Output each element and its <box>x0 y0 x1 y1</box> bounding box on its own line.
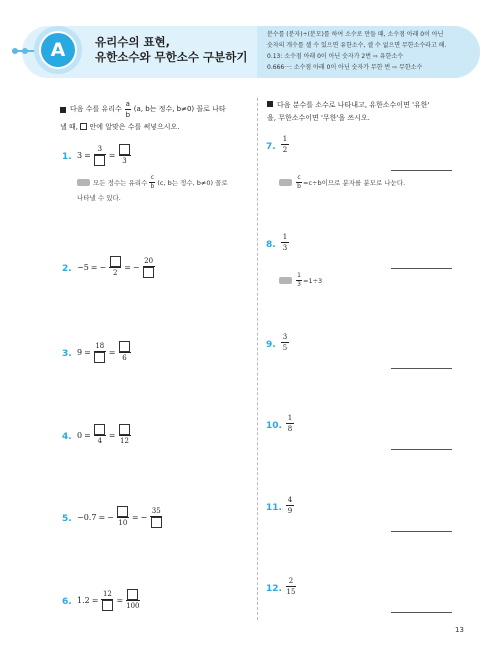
frac-denominator: b <box>125 111 131 119</box>
question-number: 1. <box>62 152 72 162</box>
question-fraction <box>284 413 296 434</box>
frac-numerator <box>119 144 130 155</box>
question-fraction <box>279 232 291 253</box>
hint-text: =1÷3 <box>303 276 323 285</box>
frac-numerator <box>94 424 105 435</box>
fraction <box>94 144 106 166</box>
frac-numerator: 18 <box>95 342 105 350</box>
instruction-text: 안에 알맞은 수를 써넣으시오. <box>89 123 180 131</box>
expr-equals: = <box>108 150 116 160</box>
frac-numerator: 3 <box>282 333 288 341</box>
section-badge: A <box>41 33 75 67</box>
fraction <box>94 424 106 446</box>
answer-line[interactable] <box>391 268 452 269</box>
frac-denominator <box>94 352 105 363</box>
frac-numerator <box>119 341 130 352</box>
frac-numerator: 12 <box>102 590 112 598</box>
frac-numerator: 1 <box>287 414 293 422</box>
frac-numerator: 3 <box>97 145 103 153</box>
answer-box[interactable] <box>94 155 105 166</box>
expr-term: −5 <box>77 262 89 272</box>
concept-note-panel <box>257 26 480 78</box>
answer-line[interactable] <box>391 612 452 613</box>
frac-denominator: 6 <box>122 354 127 362</box>
question-number: 8. <box>266 240 276 250</box>
frac-numerator: c <box>150 174 155 181</box>
question-number: 12. <box>266 584 282 594</box>
instruction-text: 낼 때, <box>60 123 78 131</box>
answer-box[interactable] <box>127 589 138 600</box>
frac-denominator: 4 <box>97 437 103 445</box>
question-expression <box>76 589 142 611</box>
expr-equals: = <box>116 595 124 605</box>
expr-term: 3 <box>77 150 83 160</box>
frac-numerator: 2 <box>288 577 294 585</box>
frac-denominator: 3 <box>122 157 127 165</box>
hint-tag-icon <box>77 179 90 186</box>
frac-numerator: 1 <box>282 233 288 241</box>
question-fraction <box>279 332 291 353</box>
answer-box[interactable] <box>119 341 130 352</box>
hint-box <box>279 174 459 191</box>
right-instruction <box>267 99 467 125</box>
frac-numerator: 20 <box>144 257 154 265</box>
question-number: 6. <box>62 597 72 607</box>
question-number: 5. <box>62 514 72 524</box>
fraction <box>286 413 294 434</box>
concept-note-line: 0.13: 소수점 아래 0이 아닌 숫자가 2번 ⇨ 유한소수 <box>267 53 404 60</box>
section-title <box>95 35 247 65</box>
question-fraction <box>284 576 298 597</box>
hint-box <box>279 272 459 289</box>
hint-fraction <box>149 174 155 191</box>
header-dot <box>12 48 18 54</box>
frac-denominator: 3 <box>282 244 288 252</box>
concept-note-line: 숫자의 개수를 셀 수 있으면 유한소수, 셀 수 없으면 무한소수라고 해. <box>267 42 447 49</box>
answer-box[interactable] <box>119 144 130 155</box>
column-divider <box>257 98 258 620</box>
frac-denominator: 5 <box>282 344 288 352</box>
frac-denominator <box>151 517 162 528</box>
frac-denominator: 2 <box>112 269 118 277</box>
fraction <box>143 256 155 278</box>
concept-note-line: 0.666···: 소수점 아래 0이 아닌 숫자가 무한 번 ⇨ 무한소수 <box>267 64 423 71</box>
left-instruction <box>60 99 250 134</box>
frac-numerator: 1 <box>282 135 288 143</box>
hint-text: =c÷b이므로 분자를 분모로 나눈다. <box>303 178 406 187</box>
question-expression <box>76 506 164 528</box>
expr-equals: = <box>98 512 106 522</box>
frac-denominator: b <box>150 183 155 190</box>
question-number: 4. <box>62 432 72 442</box>
expr-equals: = <box>90 262 98 272</box>
question-expression <box>76 144 133 166</box>
frac-numerator <box>117 506 128 517</box>
hint-tag-icon <box>279 277 292 284</box>
question-number: 3. <box>62 349 72 359</box>
expr-term: 0 <box>77 430 83 440</box>
frac-denominator: 2 <box>282 146 288 154</box>
question-number: 7. <box>266 142 276 152</box>
fraction <box>101 589 113 611</box>
expr-minus: − <box>99 262 107 272</box>
hint-text: 모든 정수는 유리수 <box>93 178 148 187</box>
question-number: 11. <box>266 503 282 513</box>
expr-minus: − <box>132 262 140 272</box>
hint-text: 나타낼 수 있다. <box>77 194 121 202</box>
expr-equals: = <box>131 512 139 522</box>
page-number: 13 <box>455 626 464 634</box>
header-dot <box>22 48 28 54</box>
fraction <box>117 506 129 528</box>
instruction-text: (a, b는 정수, b≠0) 꼴로 나타 <box>133 105 226 113</box>
answer-box[interactable] <box>143 267 154 278</box>
section-title-line1: 유리수의 표현, <box>95 35 171 49</box>
answer-line[interactable] <box>391 531 452 532</box>
expr-term: −0.7 <box>77 512 97 522</box>
answer-box[interactable] <box>151 517 162 528</box>
instruction-text: 을, 무한소수이면 '무한'을 쓰시오. <box>267 114 370 122</box>
answer-line[interactable] <box>391 449 452 450</box>
frac-denominator: 8 <box>287 425 293 433</box>
fraction <box>286 576 296 597</box>
frac-numerator <box>127 589 138 600</box>
hint-box <box>77 174 252 205</box>
question-number: 9. <box>266 340 276 350</box>
hint-text: (c, b는 정수, b≠0) 꼴로 <box>157 178 228 187</box>
frac-numerator <box>110 256 121 267</box>
expr-term: 1.2 <box>77 595 90 605</box>
fraction <box>94 341 106 363</box>
question-expression <box>76 256 157 278</box>
frac-denominator <box>143 267 154 278</box>
answer-box[interactable] <box>117 506 128 517</box>
answer-box[interactable] <box>102 600 113 611</box>
frac-denominator <box>94 155 105 166</box>
fraction <box>119 144 131 166</box>
frac-numerator: 4 <box>287 496 293 504</box>
fraction <box>109 256 121 278</box>
answer-line[interactable] <box>391 368 452 369</box>
section-title-line2: 유한소수와 무한소수 구분하기 <box>95 50 248 64</box>
expr-equals: = <box>84 430 91 440</box>
expr-equals: = <box>124 262 131 272</box>
fraction <box>281 332 289 353</box>
frac-denominator: 9 <box>287 507 293 515</box>
fraction <box>281 134 289 155</box>
answer-line[interactable] <box>391 170 452 171</box>
fraction <box>286 495 294 516</box>
concept-note-line: 분수를 (분자)÷(분모)를 하여 소수로 만들 때, 소수점 아래 0이 아닌 <box>267 31 444 38</box>
answer-box[interactable] <box>119 424 130 435</box>
frac-denominator: b <box>297 183 301 190</box>
frac-denominator: 10 <box>118 519 128 527</box>
hint-fraction <box>296 174 302 191</box>
question-fraction <box>284 495 296 516</box>
expr-equals: = <box>108 430 116 440</box>
frac-denominator: 3 <box>297 281 301 288</box>
expr-term: 9 <box>77 347 83 357</box>
fraction <box>281 232 289 253</box>
expr-equals: = <box>91 595 99 605</box>
frac-numerator: c <box>297 174 301 181</box>
bullet-square-icon <box>60 107 66 113</box>
expr-minus: − <box>107 512 114 522</box>
frac-numerator <box>119 424 130 435</box>
expr-equals: = <box>84 347 91 357</box>
question-number: 10. <box>266 421 282 431</box>
fraction <box>119 341 131 363</box>
answer-box[interactable] <box>94 352 105 363</box>
bullet-square-icon <box>267 101 273 107</box>
hint-fraction <box>296 272 302 289</box>
expr-minus: − <box>140 512 148 522</box>
expr-equals: = <box>84 150 91 160</box>
expr-equals: = <box>108 347 116 357</box>
answer-box[interactable] <box>110 256 121 267</box>
instruction-fraction <box>125 99 131 120</box>
frac-denominator <box>102 600 113 611</box>
frac-numerator: 35 <box>151 507 161 515</box>
question-fraction <box>279 134 291 155</box>
frac-numerator: a <box>125 100 130 108</box>
hint-tag-icon <box>279 179 292 186</box>
frac-denominator: 12 <box>120 437 129 445</box>
question-number: 2. <box>62 264 72 274</box>
fraction <box>150 506 162 528</box>
answer-box[interactable] <box>94 424 105 435</box>
question-expression <box>76 424 133 446</box>
instruction-text: 다음 수를 유리수 <box>70 105 122 113</box>
instruction-text: 다음 분수를 소수로 나타내고, 유한소수이면 '유한' <box>277 101 430 109</box>
frac-denominator: 100 <box>126 602 140 610</box>
frac-denominator: 15 <box>286 588 296 596</box>
question-expression <box>76 341 133 363</box>
fraction <box>119 424 131 446</box>
frac-numerator: 1 <box>297 272 301 279</box>
fraction <box>126 589 139 611</box>
blank-box-icon <box>80 123 87 130</box>
